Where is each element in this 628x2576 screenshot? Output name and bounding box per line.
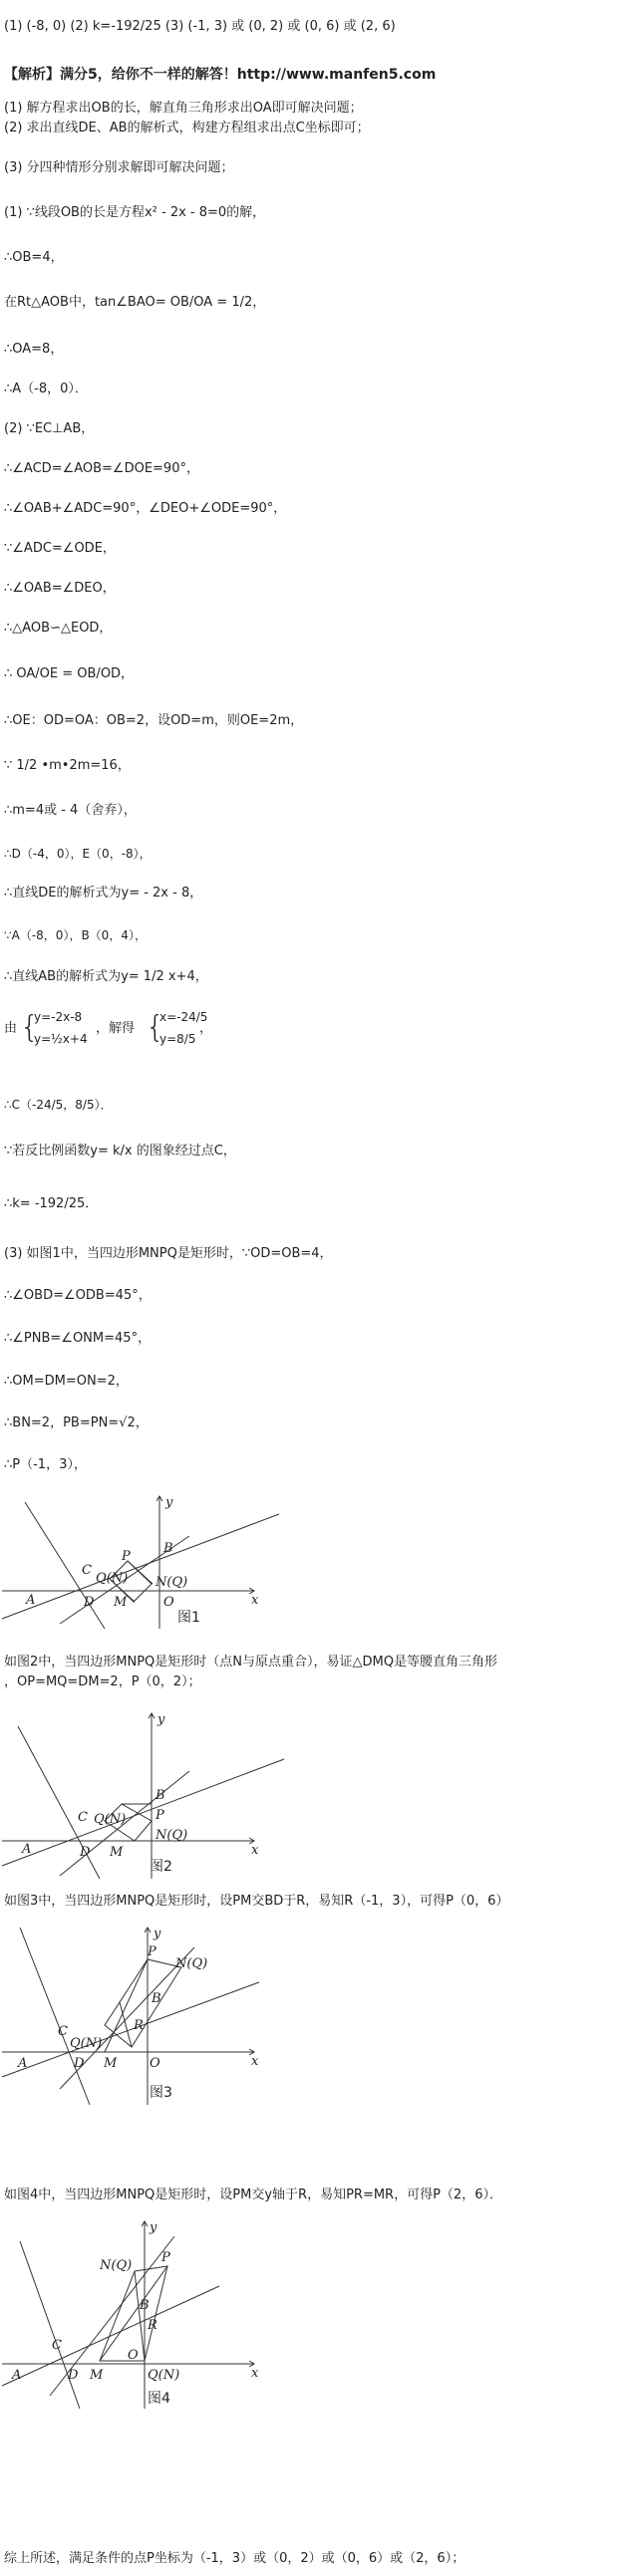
solution-line: ∴∠ACD=∠AOB=∠DOE=90°， (4, 461, 199, 476)
solution-line: ∴P（-1，3）， (4, 1457, 87, 1472)
fig3-label-M: M (104, 2056, 118, 2071)
system-prefix: 由 (4, 1021, 18, 1036)
fig4-label-M: M (90, 2368, 104, 2383)
figure-1 (0, 1484, 289, 1634)
solution-line: ，OP=MQ=DM=2，P（0，2）； (4, 1674, 201, 1689)
fig4-label-y: y (150, 2220, 157, 2235)
fig4-label-A: A (12, 2368, 22, 2383)
solution-line: (3) 如图1中，当四边形MNPQ是矩形时，∵OD=OB=4， (4, 1246, 333, 1261)
solution-line: ∴OE：OD=OA：OB=2，设OD=m，则OE=2m， (4, 713, 304, 728)
fig4-label-O: O (128, 2348, 139, 2363)
figure-2 (0, 1701, 289, 1881)
solution-line: ∴△AOB∽△EOD， (4, 621, 113, 636)
fig2-label-M: M (110, 1845, 124, 1860)
fig3-label-C: C (58, 2024, 68, 2039)
fig1-label-C: C (82, 1563, 92, 1578)
system-end: ， (199, 1021, 213, 1036)
solution-line: ∵ 1/2 •m•2m=16， (4, 758, 131, 773)
fig3-label-QN: Q(N) (70, 2036, 103, 2051)
solution-line: ∵A（-8，0），B（0，4）， (4, 928, 147, 942)
fig3-caption: 图3 (150, 2085, 172, 2101)
fig1-label-A: A (26, 1593, 36, 1608)
brace-icon: { (20, 1010, 40, 1045)
figure-3 (0, 1918, 289, 2107)
fig1-label-B: B (163, 1541, 173, 1556)
fig1-label-M: M (114, 1595, 128, 1610)
system-solve: ，解得 (96, 1021, 136, 1036)
solution-line: ∴∠OBD=∠ODB=45°， (4, 1288, 152, 1303)
system-eq-2: y=½x+4 (34, 1032, 88, 1046)
fig4-label-R: R (148, 2318, 157, 2333)
analysis-header: 【解析】满分5，给你不一样的解答！http://www.manfen5.com (4, 67, 437, 83)
figure-3-diagram (0, 1918, 289, 2107)
fig4-label-QN: Q(N) (148, 2368, 180, 2383)
solution-line: ∴∠OAB+∠ADC=90°，∠DEO+∠ODE=90°， (4, 501, 287, 516)
fig4-caption: 图4 (148, 2391, 170, 2407)
solution-line: 如图2中，当四边形MNPQ是矩形时（点N与原点重合），易证△DMQ是等腰直角三角形 (4, 1655, 497, 1670)
analysis-step-2: (2) 求出直线DE、AB的解析式，构建方程组求出点C坐标即可； (4, 121, 370, 135)
system-root-x: x=-24/5 (159, 1010, 208, 1024)
fig1-label-NQ: N(Q) (156, 1575, 188, 1590)
fig2-label-C: C (78, 1810, 88, 1825)
conclusion-line: 综上所述，满足条件的点P坐标为（-1，3）或（0，2）或（0，6）或（2，6）； (4, 2551, 466, 2566)
fig3-label-B: B (152, 1991, 161, 2006)
fig1-label-x: x (251, 1593, 259, 1608)
fig2-label-D: D (80, 1845, 91, 1860)
solution-line: ∴C（-24/5，8/5）． (4, 1098, 113, 1112)
fig1-label-P: P (122, 1549, 131, 1564)
fig2-caption: 图2 (150, 1859, 172, 1875)
fig3-label-D: D (74, 2056, 85, 2071)
solution-line: ∴m=4或 - 4（舍弃）， (4, 803, 137, 818)
solution-line: 如图4中，当四边形MNPQ是矩形时，设PM交y轴于R，易知PR=MR，可得P（2，6）． (4, 2188, 502, 2202)
figure-4-diagram (0, 2211, 289, 2411)
fig3-label-P: P (148, 1944, 157, 1959)
solution-line: ∴直线DE的解析式为y= - 2x - 8， (4, 886, 203, 901)
solution-line: ∴直线AB的解析式为y= 1/2 x+4， (4, 969, 208, 984)
solution-line: ∴OM=DM=ON=2， (4, 1374, 129, 1389)
solution-line: ∵若反比例函数y= k/x 的图象经过点C， (4, 1144, 236, 1159)
figure-4 (0, 2211, 289, 2411)
fig2-label-P: P (156, 1808, 164, 1823)
fig1-label-y: y (165, 1495, 173, 1510)
solution-line: ∴∠PNB=∠ONM=45°， (4, 1331, 152, 1346)
fig1-label-QN: Q(N) (96, 1571, 129, 1586)
fig4-label-NQ: N(Q) (100, 2258, 133, 2273)
system-root-y: y=8/5 (159, 1032, 196, 1046)
solution-line: (2) ∵EC⊥AB， (4, 421, 95, 436)
fig4-label-B: B (140, 2298, 150, 2313)
fig2-label-QN: Q(N) (94, 1812, 127, 1827)
figure-2-diagram (0, 1701, 289, 1881)
analysis-step-1: (1) 解方程求出OB的长，解直角三角形求出OA即可解决问题； (4, 101, 363, 116)
fig1-label-O: O (163, 1595, 174, 1610)
fig4-label-x: x (251, 2366, 259, 2381)
fig4-label-D: D (68, 2368, 79, 2383)
solution-line: ∴ OA/OE = OB/OD， (4, 666, 135, 681)
fig4-label-C: C (52, 2338, 62, 2353)
fig1-label-D: D (84, 1595, 95, 1610)
solution-line: ∴BN=2，PB=PN=√2， (4, 1416, 149, 1430)
analysis-step-3: (3) 分四种情形分别求解即可解决问题； (4, 160, 234, 175)
fig1-caption: 图1 (177, 1610, 200, 1626)
fig2-label-x: x (251, 1843, 259, 1858)
fig2-label-A: A (22, 1842, 32, 1857)
fig2-label-NQ: N(Q) (156, 1828, 188, 1843)
solution-line: ∴OB=4， (4, 250, 64, 265)
fig3-label-x: x (251, 2054, 259, 2069)
solution-line: (1) ∵线段OB的长是方程x² - 2x - 8=0的解， (4, 205, 266, 220)
figure-1-diagram (0, 1484, 289, 1634)
solution-line: 在Rt△AOB中，tan∠BAO= OB/OA = 1/2， (4, 295, 266, 310)
solution-line: ∴D（-4，0），E（0，-8）， (4, 847, 152, 861)
fig4-label-P: P (161, 2250, 170, 2265)
solution-line: 如图3中，当四边形MNPQ是矩形时，设PM交BD于R，易知R（-1，3），可得P（0，6） (4, 1894, 509, 1909)
solution-line: ∴k= -192/25． (4, 1196, 99, 1211)
solution-line: ∵∠ADC=∠ODE， (4, 541, 116, 556)
fig3-label-O: O (150, 2056, 160, 2071)
fig2-label-B: B (156, 1788, 165, 1803)
brace-icon: { (146, 1010, 165, 1045)
solution-line: ∴∠OAB=∠DEO， (4, 581, 116, 596)
system-eq-1: y=-2x-8 (34, 1010, 83, 1024)
fig3-label-R: R (134, 2018, 144, 2033)
fig3-label-y: y (154, 1927, 161, 1941)
fig2-label-y: y (157, 1712, 165, 1727)
fig3-label-NQ: N(Q) (175, 1956, 208, 1971)
answer-summary: (1) (-8, 0) (2) k=-192/25 (3) (-1, 3) 或 (0, 2) 或 (0, 6) 或 (2, 6) (4, 19, 396, 34)
solution-line: ∴A（-8，0）． (4, 382, 88, 396)
fig3-label-A: A (18, 2056, 28, 2071)
solution-line: ∴OA=8， (4, 342, 64, 357)
